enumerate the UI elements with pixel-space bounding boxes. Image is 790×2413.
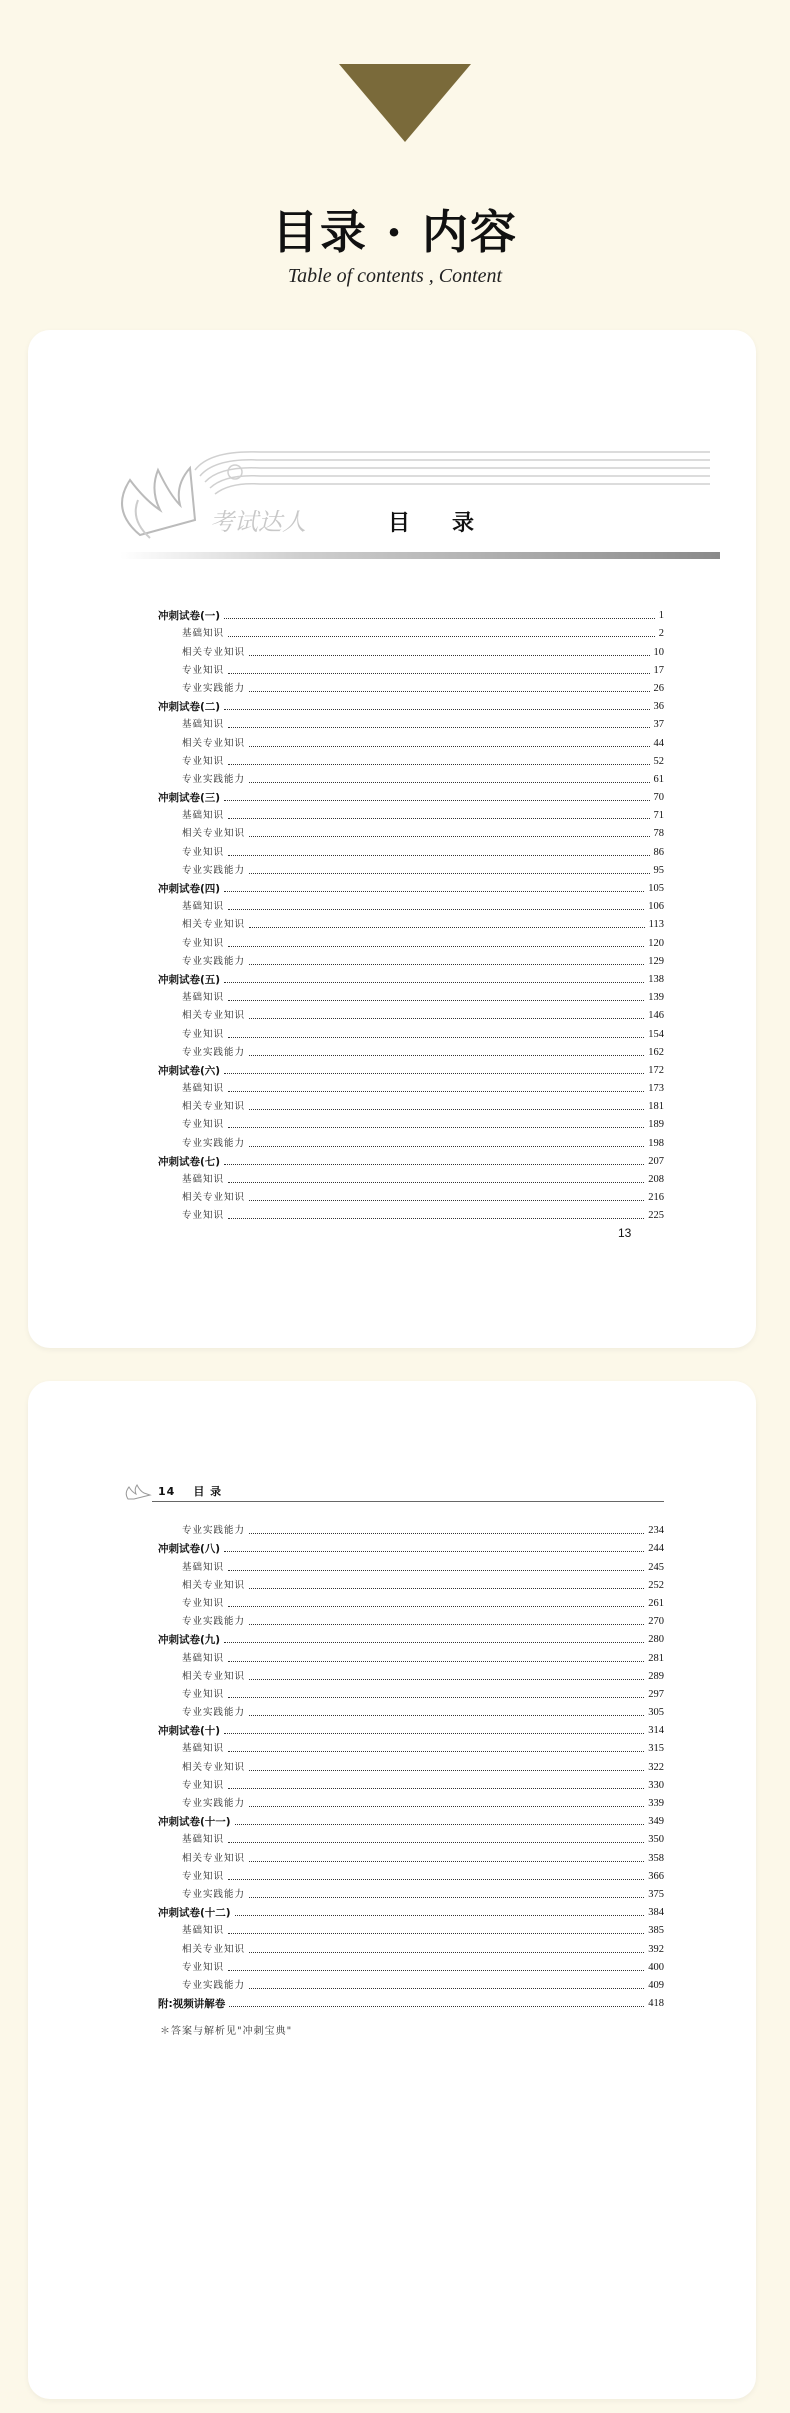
dot-leader [228,1036,644,1038]
toc-entry-page: 139 [648,992,664,1004]
dot-leader [228,817,649,819]
dot-leader [224,1732,644,1734]
toc-entry-page: 322 [648,1761,664,1773]
toc-subsection-row [158,1828,664,1846]
toc-subsection-row [158,913,664,931]
toc-entry-page: 207 [648,1155,664,1167]
toc-entry-name: 相关专业知识 [182,919,246,931]
toc-subsection-row [158,1683,664,1701]
dot-leader [249,1017,644,1019]
toc-section-row [158,1537,664,1555]
toc-entry-page: 70 [653,792,664,804]
toc-subsection-row [158,659,664,677]
toc-entry-name: 专业知识 [182,1597,225,1609]
toc-entry-name: 专业实践能力 [182,1525,246,1537]
toc-entry-page: 270 [648,1616,664,1628]
toc-entry-page: 208 [648,1174,664,1185]
dot-leader [224,799,649,801]
toc-subsection-row [158,859,664,877]
toc-section-row [158,786,664,804]
toc-list-2 [158,1519,664,2010]
header-rule [152,1501,664,1502]
toc-entry-name: 基础知识 [182,1743,225,1755]
toc-subsection-row [158,1646,664,1664]
toc-entry-page: 418 [648,1998,664,2010]
toc-entry-page: 105 [648,883,664,894]
toc-subsection-row [158,1022,664,1040]
toc-subsection-row [158,1555,664,1573]
toc-subsection-row [158,822,664,840]
dot-leader [228,854,649,856]
dot-leader [228,1878,644,1880]
toc-entry-name: 基础知识 [182,810,225,822]
toc-entry-page: 244 [648,1543,664,1555]
toc-entry-name: 相关专业知识 [182,1010,246,1022]
toc-entry-name: 冲刺试卷(五) [158,973,221,986]
dot-leader [228,635,655,637]
toc-subsection-row [158,750,664,768]
dot-leader [249,835,649,837]
toc-entry-name: 相关专业知识 [182,646,246,658]
dot-leader [249,745,649,747]
toc-entry-name: 相关专业知识 [182,1192,246,1204]
dot-leader [224,1163,644,1165]
toc-entry-name: 冲刺试卷(十一) [158,1816,231,1829]
toc-entry-page: 154 [648,1028,664,1040]
dot-leader [228,1841,644,1843]
dot-leader [228,1660,644,1662]
dot-leader [235,1914,645,1916]
toc-entry-page: 225 [648,1210,664,1222]
dot-leader [228,1932,644,1934]
toc-entry-page: 173 [648,1083,664,1095]
toc-entry-page: 339 [648,1798,664,1809]
dot-leader [228,908,644,910]
dot-leader [235,1823,645,1825]
toc-entry-page: 297 [648,1688,664,1700]
toc-entry-page: 71 [653,810,664,822]
dot-leader [249,1199,644,1201]
toc-entry-name: 冲刺试卷(八) [158,1543,221,1556]
dot-leader [228,1090,644,1092]
toc-entry-page: 400 [648,1961,664,1973]
toc-subsection-row [158,731,664,749]
toc-entry-page: 44 [653,737,664,749]
toc-entry-page: 330 [648,1779,664,1791]
toc-entry-page: 181 [648,1101,664,1113]
toc-subsection-row [158,768,664,786]
toc-entry-page: 384 [648,1907,664,1919]
toc-entry-page: 106 [648,901,664,913]
toc-subsection-row [158,1792,664,1810]
toc-entry-page: 366 [648,1870,664,1882]
toc-entry-page: 86 [653,846,664,858]
toc-entry-name: 专业实践能力 [182,1798,246,1809]
toc-entry-name: 基础知识 [182,1925,225,1937]
toc-entry-name: 专业知识 [182,1779,225,1791]
toc-entry-name: 冲刺试卷(三) [158,792,221,805]
dot-leader [249,1860,644,1862]
toc-entry-name: 相关专业知识 [182,1579,246,1591]
dot-leader [249,1951,644,1953]
toc-entry-name: 专业实践能力 [182,1137,246,1149]
toc-entry-name: 冲刺试卷(二) [158,701,221,714]
toc-entry-name: 基础知识 [182,992,225,1004]
toc-entry-name: 专业知识 [182,755,225,767]
toc-subsection-row [158,1974,664,1992]
page-subtitle: Table of contents , Content [287,265,503,287]
toc-subsection-row [158,1919,664,1937]
dot-leader [249,1108,644,1110]
toc-entry-name: 基础知识 [182,1174,225,1185]
toc-entry-name: 冲刺试卷(四) [158,883,221,895]
dot-leader [249,1678,644,1680]
toc-section-row [158,1059,664,1077]
toc-subsection-row [158,1041,664,1059]
dot-leader [249,781,649,783]
toc-entry-name: 基础知识 [182,1083,225,1095]
toc-entry-name: 基础知识 [182,901,225,913]
toc-entry-page: 385 [648,1925,664,1937]
toc-entry-name: 相关专业知识 [182,1670,246,1682]
toc-section-row [158,604,664,622]
toc-entry-name: 专业实践能力 [182,1616,246,1628]
toc-entry-name: 冲刺试卷(十) [158,1725,221,1738]
dot-leader [228,672,649,674]
toc-subsection-row [158,1937,664,1955]
watermark-text: 考试达人 [210,508,306,536]
toc-entry-name: 相关专业知识 [182,1101,246,1113]
toc-entry-name: 相关专业知识 [182,828,246,840]
dot-leader [249,1769,644,1771]
toc-card-2 [28,1381,756,2399]
toc-entry-name: 专业知识 [182,1961,225,1973]
dot-leader [224,708,649,710]
dot-leader [249,1054,644,1056]
toc-entry-page: 358 [648,1852,664,1864]
toc-subsection-row [158,931,664,949]
toc-entry-page: 78 [653,828,664,840]
dot-leader [249,926,645,928]
dot-leader [249,690,649,692]
toc-entry-page: 314 [648,1725,664,1737]
toc-section-row [158,1901,664,1919]
toc-entry-page: 234 [648,1525,664,1537]
toc-entry-page: 162 [648,1046,664,1058]
toc-entry-name: 冲刺试卷(七) [158,1155,221,1168]
music-staff-lines [195,452,710,494]
toc-subsection-row [158,1004,664,1022]
toc-entry-name: 专业知识 [182,1870,225,1882]
toc-subsection-row [158,1865,664,1883]
dot-leader [228,1787,644,1789]
dot-leader [249,1532,644,1534]
toc-entry-name: 专业实践能力 [182,1888,246,1900]
toc-subsection-row [158,1168,664,1186]
dot-leader [224,617,655,619]
toc-subsection-row [158,713,664,731]
dot-leader [224,1641,644,1643]
toc-entry-name: 相关专业知识 [182,737,246,749]
wing-logo-icon [122,468,195,538]
toc-entry-page: 95 [653,864,664,876]
toc-entry-page: 10 [653,646,664,658]
toc-entry-name: 基础知识 [182,1834,225,1846]
toc-subsection-row [158,1883,664,1901]
toc-card-1 [28,330,756,1348]
toc-entry-page: 36 [653,701,664,713]
dot-leader [224,1550,644,1552]
toc-section-row [158,1992,664,2010]
toc-section-row [158,1810,664,1828]
dot-leader [228,763,649,765]
dot-leader [228,1126,644,1128]
toc-entry-name: 专业实践能力 [182,682,246,694]
dot-leader [249,1805,644,1807]
dot-leader [249,1145,644,1147]
banner-graphic [100,440,720,560]
toc-entry-page: 26 [653,682,664,694]
dot-leader [228,945,644,947]
toc-list-1 [158,604,664,1222]
toc-subsection-row [158,640,664,658]
toc-entry-page: 52 [653,755,664,767]
toc-subsection-row [158,1131,664,1149]
toc-subsection-row [158,1204,664,1222]
dot-leader [249,963,644,965]
toc-entry-page: 350 [648,1834,664,1846]
toc-section-row [158,695,664,713]
toc-entry-page: 1 [658,610,664,622]
dot-leader [228,1750,644,1752]
toc-entry-page: 189 [648,1119,664,1131]
dot-leader [228,1569,644,1571]
toc-entry-page: 245 [648,1561,664,1573]
toc-section-row [158,877,664,895]
toc-subsection-row [158,1186,664,1204]
footnote: ＊答案与解析见"冲刺宝典" [160,2026,293,2037]
toc-entry-page: 289 [648,1670,664,1682]
toc-entry-name: 专业知识 [182,1119,225,1131]
toc-subsection-row [158,1519,664,1537]
toc-entry-name: 专业知识 [182,1028,225,1040]
toc-entry-name: 专业实践能力 [182,1046,246,1058]
toc-entry-page: 392 [648,1943,664,1955]
toc-entry-name: 专业实践能力 [182,1979,246,1991]
toc-subsection-row [158,986,664,1004]
toc-subsection-row [158,677,664,695]
toc-entry-name: 冲刺试卷(一) [158,610,221,623]
toc-subsection-row [158,1755,664,1773]
toc-entry-page: 252 [648,1579,664,1591]
toc-subsection-row [158,1774,664,1792]
toc-subsection-row [158,1846,664,1864]
toc-subsection-row [158,1113,664,1131]
toc-subsection-row [158,622,664,640]
toc-entry-name: 冲刺试卷(九) [158,1634,221,1647]
running-header [124,1481,664,1503]
dot-leader [249,1587,644,1589]
toc-entry-page: 409 [648,1979,664,1991]
dot-leader [228,1696,644,1698]
toc-entry-page: 17 [653,664,664,676]
toc-entry-name: 基础知识 [182,1652,225,1664]
toc-entry-page: 61 [653,773,664,785]
dot-leader [224,890,644,892]
toc-section-row [158,1719,664,1737]
toc-entry-page: 146 [648,1010,664,1022]
toc-entry-page: 198 [648,1137,664,1149]
toc-section-row [158,1628,664,1646]
toc-subsection-row [158,1592,664,1610]
toc-subsection-row [158,1701,664,1719]
dot-leader [224,981,644,983]
toc-entry-page: 305 [648,1707,664,1719]
toc-entry-name: 相关专业知识 [182,1761,246,1773]
dot-leader [249,1623,644,1625]
dot-leader [249,1987,644,1989]
toc-entry-name: 专业知识 [182,664,225,676]
banner-bar [120,552,720,559]
dot-leader [229,2005,644,2007]
toc-entry-page: 375 [648,1888,664,1900]
dot-leader [249,872,649,874]
dot-leader [228,1969,644,1971]
toc-entry-name: 专业实践能力 [182,1707,246,1719]
toc-entry-page: 315 [648,1743,664,1755]
dot-leader [228,1217,644,1219]
decorative-triangle [339,64,471,142]
dot-leader [228,999,644,1001]
toc-title: 目录 [388,511,517,536]
dot-leader [249,654,649,656]
toc-entry-name: 专业知识 [182,937,225,949]
toc-entry-name: 专业知识 [182,846,225,858]
header-label: 目 录 [193,1485,223,1498]
toc-entry-page: 138 [648,973,664,985]
toc-entry-name: 相关专业知识 [182,1852,246,1864]
dot-leader [224,1072,644,1074]
header-page-number: 14 [158,1485,176,1498]
toc-entry-name: 基础知识 [182,1561,225,1573]
toc-entry-page: 349 [648,1816,664,1828]
toc-subsection-row [158,1574,664,1592]
toc-subsection-row [158,1095,664,1113]
toc-entry-name: 基础知识 [182,719,225,731]
toc-entry-page: 113 [648,919,664,931]
toc-entry-name: 附:视频讲解卷 [158,1998,226,2011]
toc-entry-name: 专业知识 [182,1688,225,1700]
dot-leader [228,1181,644,1183]
toc-entry-page: 281 [648,1652,664,1664]
toc-section-row [158,1150,664,1168]
toc-subsection-row [158,1737,664,1755]
dot-leader [249,1714,644,1716]
toc-subsection-row [158,1610,664,1628]
toc-subsection-row [158,1956,664,1974]
toc-entry-page: 129 [648,955,664,967]
toc-subsection-row [158,840,664,858]
toc-entry-name: 专业知识 [182,1210,225,1222]
toc-entry-page: 120 [648,937,664,949]
dot-leader [228,1605,644,1607]
toc-entry-page: 280 [648,1634,664,1646]
toc-subsection-row [158,1665,664,1683]
toc-entry-page: 2 [658,628,664,640]
page-title: 目录 · 内容 [271,205,519,259]
toc-section-row [158,968,664,986]
toc-entry-name: 专业实践能力 [182,955,246,967]
toc-entry-name: 基础知识 [182,628,225,640]
toc-subsection-row [158,950,664,968]
toc-entry-name: 专业实践能力 [182,773,246,785]
page-number: 13 [618,1226,632,1240]
toc-entry-page: 216 [648,1192,664,1204]
toc-entry-page: 37 [653,719,664,731]
toc-entry-page: 261 [648,1597,664,1609]
toc-entry-name: 相关专业知识 [182,1943,246,1955]
toc-subsection-row [158,895,664,913]
toc-entry-name: 专业实践能力 [182,864,246,876]
dot-leader [249,1896,644,1898]
toc-entry-name: 冲刺试卷(六) [158,1064,221,1077]
toc-entry-name: 冲刺试卷(十二) [158,1907,231,1920]
toc-subsection-row [158,804,664,822]
wing-logo-icon [124,1483,152,1503]
toc-subsection-row [158,1077,664,1095]
dot-leader [228,726,649,728]
toc-entry-page: 172 [648,1064,664,1076]
